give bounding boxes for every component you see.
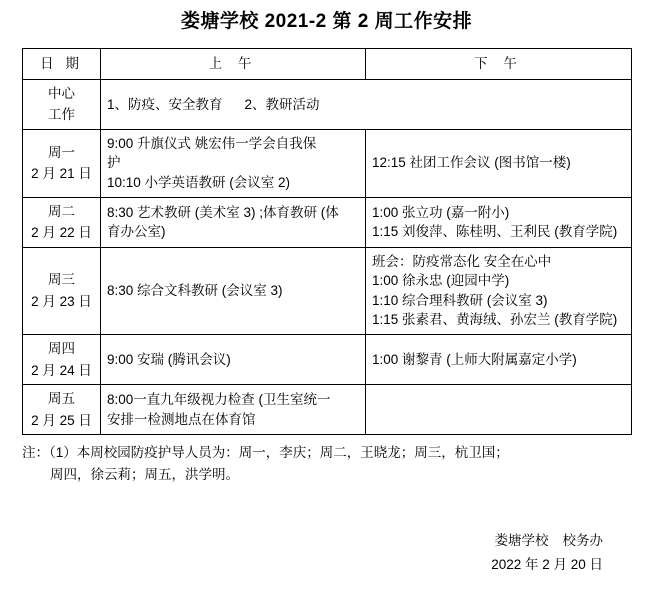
row-afternoon-wednesday: 班会：防疫常态化 安全在心中 1:00 徐永忠 (迎园中学) 1:10 综合理科教研 (会议室 3) 1:15 张素君、黄海绒、孙宏兰 (教育学院) (366, 247, 632, 334)
table-row (23, 334, 632, 384)
signature-org-line (22, 529, 603, 553)
row-date-center-work: 中心 工作 (23, 79, 101, 129)
table-row (23, 247, 632, 334)
table-row (23, 385, 632, 435)
page-title: 娄塘学校 2021-2 第 2 周工作安排 (180, 11, 473, 32)
row-morning-tuesday: 8:30 艺术教研 (美术室 3) ;体育教研 (体 育办公室) (101, 197, 366, 247)
row-morning-friday: 8:00一直九年级视力检查 (卫生室统一 安排一检测地点在体育馆 (101, 385, 366, 435)
row-afternoon-monday: 12:15 社团工作会议 (图书馆一楼) (366, 129, 632, 197)
footnotes (22, 442, 631, 485)
row-afternoon-friday (366, 385, 632, 435)
table-row (23, 129, 632, 197)
row-date-wednesday: 周三 2 月 23 日 (23, 247, 101, 334)
row-date-thursday: 周四 2 月 24 日 (23, 334, 101, 384)
row-afternoon-tuesday: 1:00 张立功 (嘉一附小) 1:15 刘俊萍、陈桂明、王利民 (教育学院) (366, 197, 632, 247)
signature-date: 2022 年 2 月 20 日 (491, 557, 603, 573)
footnote-line-2: 周四，徐云莉；周五，洪学明。 (50, 466, 239, 482)
row-afternoon-thursday: 1:00 谢黎青 (上师大附属嘉定小学) (366, 334, 632, 384)
row-morning-monday: 9:00 升旗仪式 姚宏伟一学会自我保 护 10:10 小学英语教研 (会议室 2) (101, 129, 366, 197)
table-header (23, 48, 632, 79)
row-date-monday: 周一 2 月 21 日 (23, 129, 101, 197)
column-header-afternoon: 下 午 (366, 48, 632, 79)
signature-office: 校务办 (562, 533, 603, 549)
table-row (23, 79, 632, 129)
row-content-center-work: 1、防疫、安全教育 2、教研活动 (101, 79, 632, 129)
weekly-schedule-table (22, 48, 632, 435)
table-header-row (23, 48, 632, 79)
table-body (23, 79, 632, 434)
row-morning-thursday: 9:00 安瑞 (腾讯会议) (101, 334, 366, 384)
footnote-line-1: 注：（1）本周校园防疫护导人员为：周一，李庆；周二，王晓龙；周三，杭卫国； (22, 445, 509, 461)
row-date-friday: 周五 2 月 25 日 (23, 385, 101, 435)
signature-org: 娄塘学校 (494, 533, 549, 549)
row-morning-wednesday: 8:30 综合文科教研 (会议室 3) (101, 247, 366, 334)
column-header-date: 日 期 (23, 48, 101, 79)
signature-block (22, 529, 631, 576)
table-row (23, 197, 632, 247)
column-header-morning: 上 午 (101, 48, 366, 79)
row-date-tuesday: 周二 2 月 22 日 (23, 197, 101, 247)
